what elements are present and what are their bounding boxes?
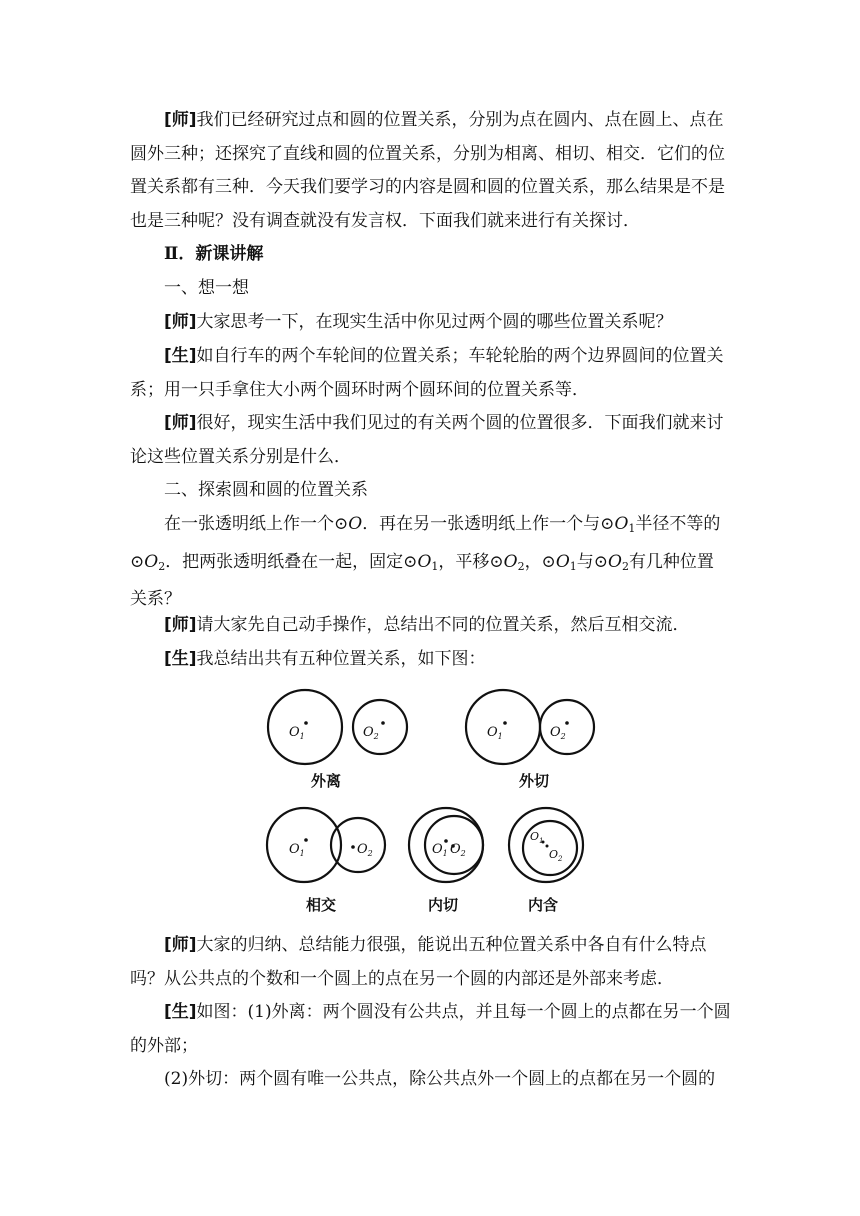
label-o1: $O_1$ (432, 842, 448, 858)
text-line: 置关系都有三种．今天我们要学习的内容是圆和圆的位置关系，那么结果是不是 (130, 177, 725, 197)
label-o1: $O_1$ (530, 830, 544, 845)
caption-intersect: 相交 (306, 896, 337, 914)
paragraph-student-explain: [生]如图：(1)外离：两个圆没有公共点，并且每一个圆上的点都在另一个圆 的外部； (130, 1002, 731, 1056)
text-line: 我们已经研究过点和圆的位置关系，分别为点在圆内、点在圆上、点在 (196, 110, 724, 130)
teacher-tag: [师] (164, 935, 197, 955)
paragraph-student-answer: [生]如自行车的两个车轮间的位置关系；车轮轮胎的两个边界圆间的位置关 系；用一只手拿住大小两个圆环时两个圆环间的位置关系等． (130, 346, 724, 400)
paragraph-teacher-followup: [师]大家的归纳、总结能力很强，能说出五种位置关系中各自有什么特点 吗？从公共点的个数和一个圆上的点在另一个圆的内部还是外部来考虑． (130, 935, 707, 989)
text-line: 也是三种呢？没有调查就没有发言权．下面我们就来进行有关探讨． (130, 210, 640, 231)
section-heading: Ⅱ．新课讲解 (164, 244, 264, 264)
paragraph-student-summary: [生]我总结出共有五种位置关系，如下图： (164, 649, 486, 669)
circle-tangent-ext-o2 (540, 700, 594, 754)
paragraph-external-tangent: (2)外切：两个圆有唯一公共点，除公共点外一个圆上的点都在另一个圆的 (164, 1069, 716, 1089)
circle-tangent-int-o1 (409, 808, 483, 882)
paragraph-teacher-comment: [师]很好，现实生活中我们见过的有关两个圆的位置很多．下面我们就来讨 论这些位置关系分别是什么． (130, 413, 724, 467)
text-line: 圆外三种；还探究了直线和圆的位置关系，分别为相离、相切、相交．它们的位 (130, 143, 725, 164)
label-o2: $O_2$ (549, 848, 563, 863)
label-o2: $O_2$ (450, 842, 466, 858)
teacher-tag: [师] (164, 110, 197, 130)
teacher-tag: [师] (164, 413, 197, 433)
paragraph-experiment: 在一张透明纸上作一个⊙O．再在另一张透明纸上作一个与$⊙O_1$半径不等的 $⊙O_2$．把两张透明纸叠在一起，固定$⊙O_1$，平移$⊙O_2$，$⊙O_1$与$⊙O_2$有几种位置 关系？ (130, 514, 721, 609)
subheading-think: 一、想一想 (164, 278, 249, 298)
student-tag: [生] (164, 346, 197, 366)
label-o2: $O_2$ (357, 842, 373, 858)
student-tag: [生] (164, 1002, 197, 1022)
subheading-explore: 二、探索圆和圆的位置关系 (164, 480, 368, 500)
label-o2: $O_2$ (363, 725, 379, 741)
teacher-tag: [师] (164, 615, 197, 635)
caption-separate: 外离 (311, 772, 342, 790)
paragraph-teacher-instruction: [师]请大家先自己动手操作，总结出不同的位置关系，然后互相交流． (164, 615, 690, 635)
caption-external-tangent: 外切 (519, 772, 550, 790)
caption-contain: 内含 (528, 896, 559, 914)
label-o1: $O_1$ (487, 725, 503, 741)
caption-internal-tangent: 内切 (428, 896, 459, 914)
circle-intersect-o1 (267, 808, 341, 882)
teacher-tag: [师] (164, 312, 197, 332)
student-tag: [生] (164, 649, 197, 669)
label-o1: $O_1$ (289, 725, 305, 741)
paragraph-teacher-question: [师]大家思考一下，在现实生活中你见过两个圆的哪些位置关系呢？ (164, 312, 673, 332)
circle-separate-o1 (268, 690, 342, 764)
circle-separate-o2 (353, 700, 407, 754)
label-o2: $O_2$ (550, 725, 566, 741)
label-o1: $O_1$ (289, 842, 305, 858)
circle-tangent-ext-o1 (466, 690, 540, 764)
